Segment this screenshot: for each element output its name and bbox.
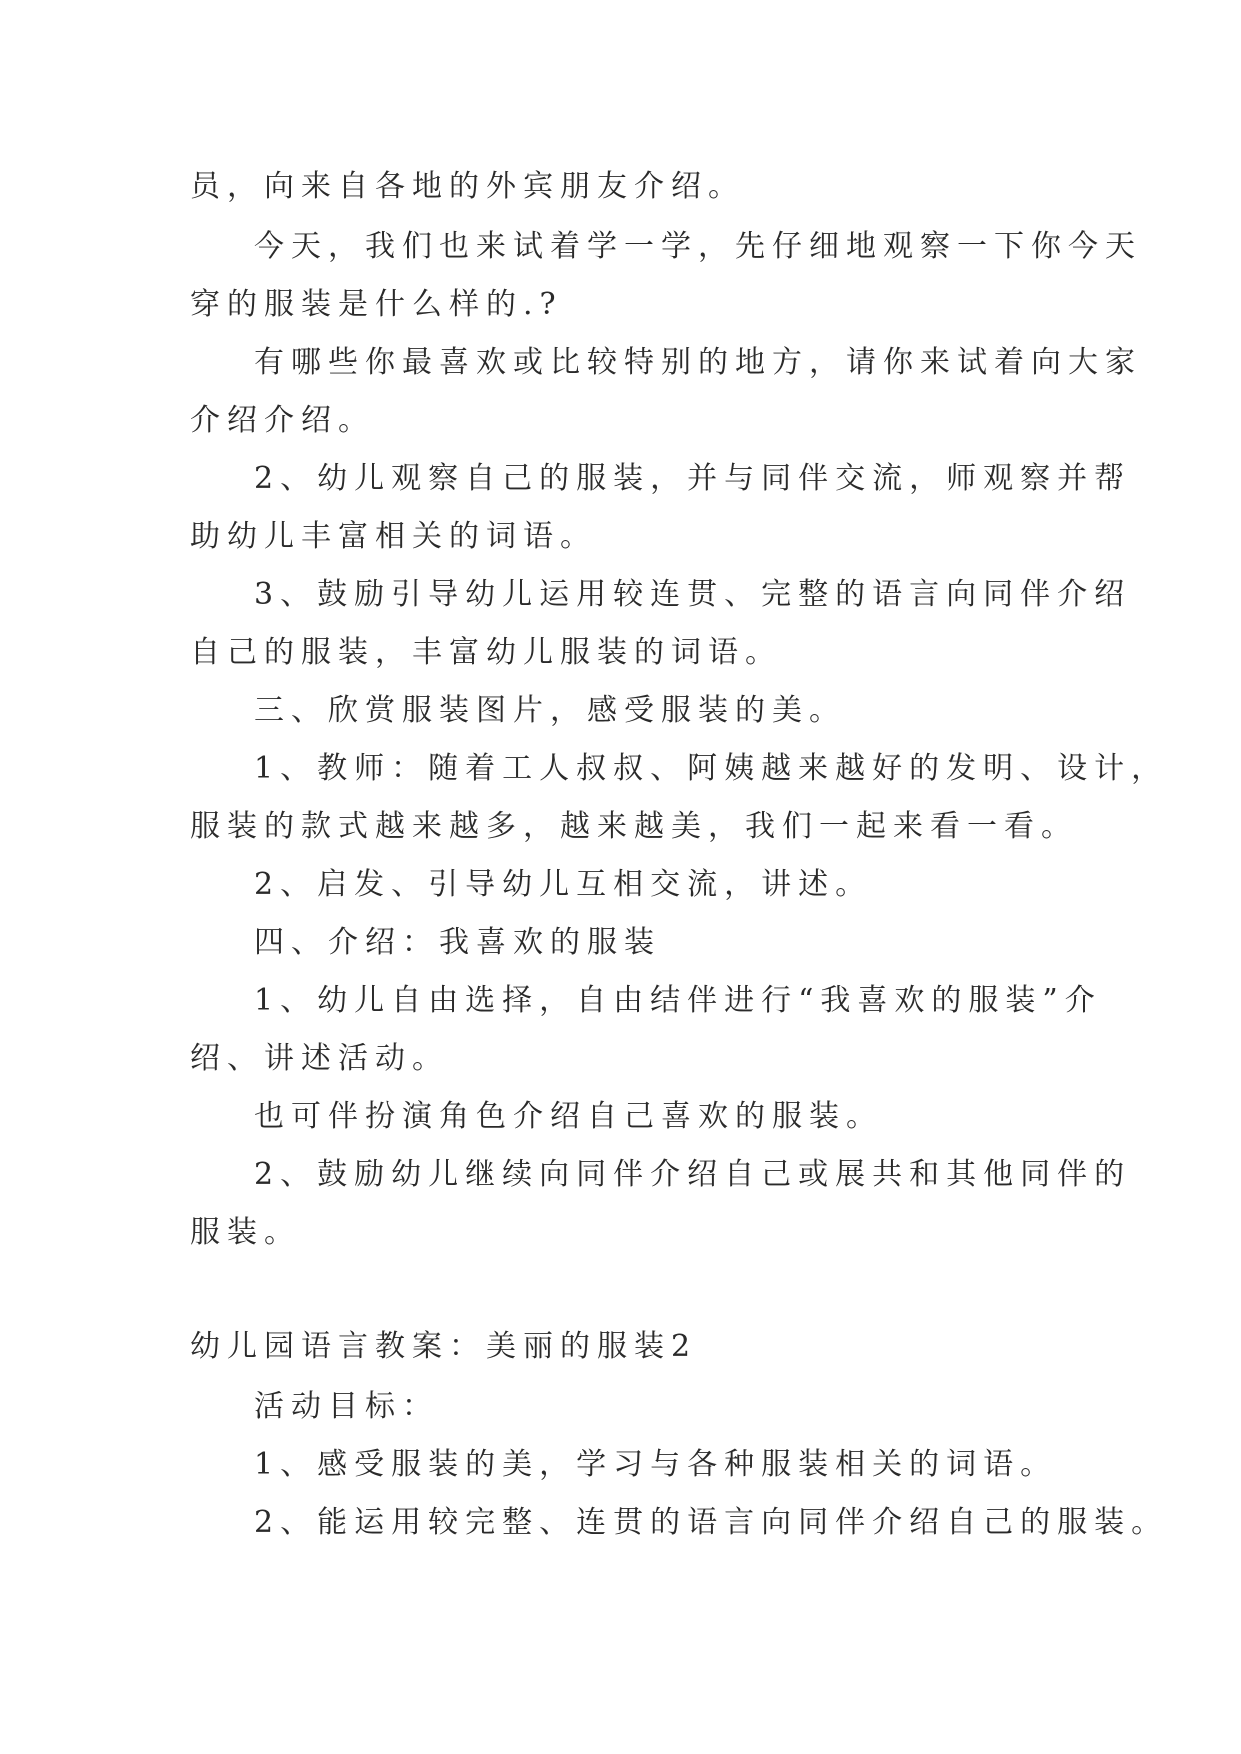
paragraph-line: 四、介绍：我喜欢的服装 xyxy=(254,925,661,960)
paragraph-line: 3、鼓励引导幼儿运用较连贯、完整的语言向同伴介绍 xyxy=(254,577,1132,612)
paragraph-line: 有哪些你最喜欢或比较特别的地方，请你来试着向大家 xyxy=(254,345,1142,380)
paragraph-line: 穿的服装是什么样的.? xyxy=(190,287,563,322)
paragraph-line: 2、启发、引导幼儿互相交流，讲述。 xyxy=(254,867,873,902)
paragraph-line: 服装。 xyxy=(190,1215,301,1250)
paragraph-line: 1、感受服装的美，学习与各种服装相关的词语。 xyxy=(254,1447,1058,1482)
paragraph-line: 2、鼓励幼儿继续向同伴介绍自己或展共和其他同伴的 xyxy=(254,1157,1132,1192)
paragraph-line: 员，向来自各地的外宾朋友介绍。 xyxy=(190,169,745,204)
paragraph-line: 服装的款式越来越多，越来越美，我们一起来看一看。 xyxy=(190,809,1078,844)
paragraph-line: 助幼儿丰富相关的词语。 xyxy=(190,519,597,554)
section-title: 幼儿园语言教案：美丽的服装2 xyxy=(190,1329,698,1364)
paragraph-line: 1、教师：随着工人叔叔、阿姨越来越好的发明、设计， xyxy=(254,751,1169,786)
paragraph-line: 三、欣赏服装图片，感受服装的美。 xyxy=(254,693,846,728)
paragraph-line: 2、能运用较完整、连贯的语言向同伴介绍自己的服装。 xyxy=(254,1505,1169,1540)
paragraph-line: 今天，我们也来试着学一学，先仔细地观察一下你今天 xyxy=(254,229,1142,264)
paragraph-line: 绍、讲述活动。 xyxy=(190,1041,449,1076)
paragraph-line: 2、幼儿观察自己的服装，并与同伴交流，师观察并帮 xyxy=(254,461,1132,496)
paragraph-line: 也可伴扮演角色介绍自己喜欢的服装。 xyxy=(254,1099,883,1134)
paragraph-line: 介绍介绍。 xyxy=(190,403,375,438)
paragraph-line: 1、幼儿自由选择，自由结伴进行“我喜欢的服装”介 xyxy=(254,983,1102,1018)
paragraph-line: 自己的服装，丰富幼儿服装的词语。 xyxy=(190,635,782,670)
paragraph-line: 活动目标： xyxy=(254,1389,439,1424)
